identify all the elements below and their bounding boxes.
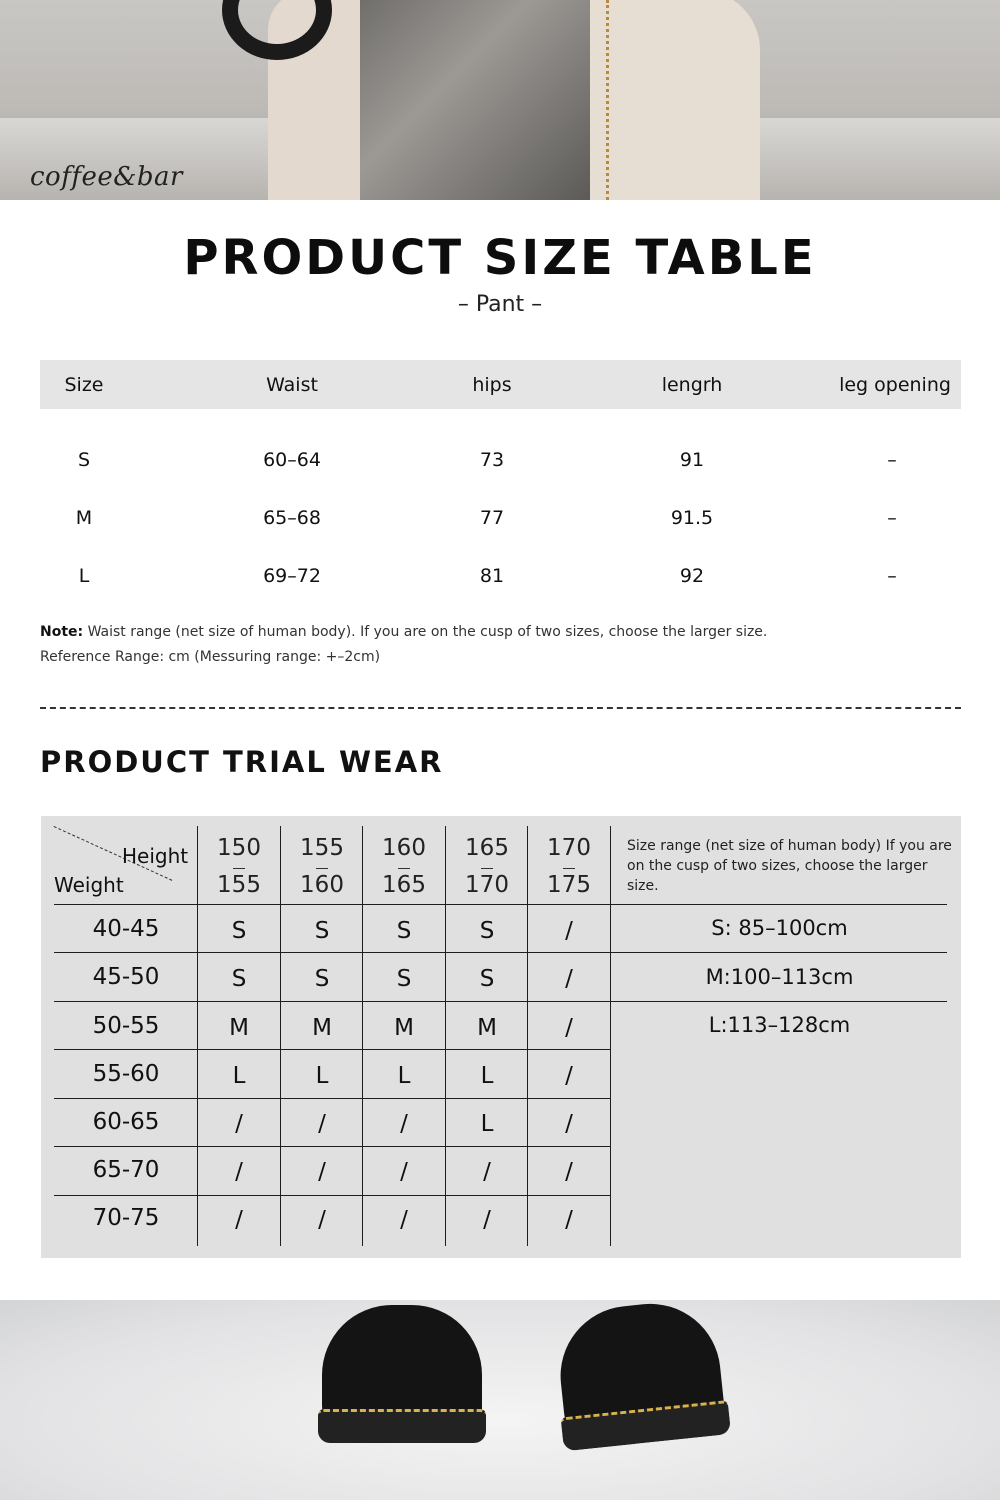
row-hips: 77 [479, 507, 505, 529]
size-cell: / [318, 1111, 326, 1137]
height-from: 170 [547, 835, 591, 861]
size-cell: M [312, 1015, 332, 1041]
size-cell: / [235, 1207, 243, 1233]
storefront-sign: coffee&bar [30, 162, 183, 192]
height-to: 175 [547, 872, 591, 898]
row-size: S [77, 449, 91, 471]
grid-line [54, 952, 947, 953]
row-size: M [75, 507, 93, 529]
size-cell: / [565, 1159, 573, 1185]
weight-label: 50-55 [92, 1013, 160, 1039]
table-row [40, 441, 961, 481]
weight-label: 70-75 [92, 1205, 160, 1231]
range-dash [398, 868, 410, 869]
height-to: 165 [382, 872, 426, 898]
height-from: 165 [465, 835, 509, 861]
header-size: Size [64, 374, 104, 396]
page-subtitle: – Pant – [457, 292, 543, 317]
height-from: 155 [300, 835, 344, 861]
height-to: 170 [465, 872, 509, 898]
size-cell: S [231, 918, 247, 944]
size-cell: M [477, 1015, 497, 1041]
weight-label: 55-60 [92, 1061, 160, 1087]
header-leg-opening: leg opening [839, 374, 951, 396]
range-dash [233, 868, 245, 869]
size-range-m: M:100–113cm [705, 965, 854, 989]
row-waist: 65–68 [263, 507, 321, 529]
size-cell: L [315, 1063, 329, 1089]
size-cell: / [400, 1207, 408, 1233]
boot-sole [561, 1400, 732, 1451]
size-cell: / [318, 1159, 326, 1185]
row-length: 92 [679, 565, 705, 587]
note-label: Note: [40, 624, 84, 640]
size-range-l: L:113–128cm [708, 1013, 851, 1037]
top-photo [0, 0, 1000, 200]
row-leg-opening: – [887, 449, 897, 471]
note-text: Waist range (net size of human body). If you are on the cusp of two sizes, choose the larger size. [83, 624, 768, 640]
size-cell: / [565, 966, 573, 992]
size-note [40, 624, 767, 640]
grid-line [54, 1146, 611, 1147]
weight-label: 40-45 [92, 916, 160, 942]
size-cell: / [565, 1207, 573, 1233]
size-cell: / [483, 1207, 491, 1233]
boot-sole [318, 1409, 486, 1443]
size-range-s: S: 85–100cm [711, 916, 848, 940]
trial-wear-title: PRODUCT TRIAL WEAR [40, 745, 444, 779]
size-cell: M [394, 1015, 414, 1041]
size-cell: / [483, 1159, 491, 1185]
range-dash [481, 868, 493, 869]
size-cell: / [565, 1063, 573, 1089]
height-from: 150 [217, 835, 261, 861]
grid-line [54, 1049, 611, 1050]
table-row [40, 499, 961, 539]
size-cell: L [480, 1111, 494, 1137]
page-title: PRODUCT SIZE TABLE [183, 230, 817, 286]
size-cell: / [400, 1111, 408, 1137]
size-cell: L [232, 1063, 246, 1089]
grid-line [54, 1195, 611, 1196]
row-size: L [78, 565, 90, 587]
row-hips: 81 [479, 565, 505, 587]
height-to: 160 [300, 872, 344, 898]
row-waist: 69–72 [263, 565, 321, 587]
size-cell: / [318, 1207, 326, 1233]
size-table-header [40, 360, 961, 409]
row-waist: 60–64 [263, 449, 321, 471]
weight-label: 60-65 [92, 1109, 160, 1135]
size-range-note: Size range (net size of human body) If you are on the cusp of two sizes, choose the larger size. [627, 838, 952, 894]
printed-tshirt [360, 0, 600, 200]
reference-range-note: Reference Range: cm (Messuring range: +–2cm) [40, 649, 381, 665]
size-cell: L [397, 1063, 411, 1089]
section-divider [40, 707, 961, 709]
weight-label: 65-70 [92, 1157, 160, 1183]
weight-label: 45-50 [92, 964, 160, 990]
header-hips: hips [472, 374, 512, 396]
bottom-photo [0, 1300, 1000, 1500]
size-cell: S [396, 966, 412, 992]
height-to: 155 [217, 872, 261, 898]
size-cell: S [479, 918, 495, 944]
boot-left [322, 1305, 482, 1435]
header-length: lengrh [661, 374, 723, 396]
grid-line [54, 1001, 947, 1002]
size-cell: / [235, 1159, 243, 1185]
size-cell: M [229, 1015, 249, 1041]
bag-chain [606, 0, 612, 200]
size-cell: / [235, 1111, 243, 1137]
header-waist: Waist [266, 374, 318, 396]
size-cell: / [400, 1159, 408, 1185]
corner-weight-label: Weight [54, 873, 124, 897]
grid-line [610, 826, 611, 1246]
boot-right [554, 1300, 727, 1443]
size-cell: S [396, 918, 412, 944]
range-dash [563, 868, 575, 869]
size-cell: S [479, 966, 495, 992]
corner-height-label: Height [122, 844, 189, 868]
size-cell: S [314, 918, 330, 944]
table-row [40, 557, 961, 597]
size-cell: S [314, 966, 330, 992]
grid-line [54, 1098, 611, 1099]
row-leg-opening: – [887, 507, 897, 529]
row-hips: 73 [479, 449, 505, 471]
grid-line [54, 904, 947, 905]
coat-sleeve-right [590, 0, 760, 200]
row-length: 91 [679, 449, 705, 471]
height-from: 160 [382, 835, 426, 861]
range-dash [316, 868, 328, 869]
row-leg-opening: – [887, 565, 897, 587]
row-length: 91.5 [670, 507, 714, 529]
size-cell: L [480, 1063, 494, 1089]
size-cell: / [565, 918, 573, 944]
size-cell: / [565, 1015, 573, 1041]
size-cell: / [565, 1111, 573, 1137]
size-cell: S [231, 966, 247, 992]
